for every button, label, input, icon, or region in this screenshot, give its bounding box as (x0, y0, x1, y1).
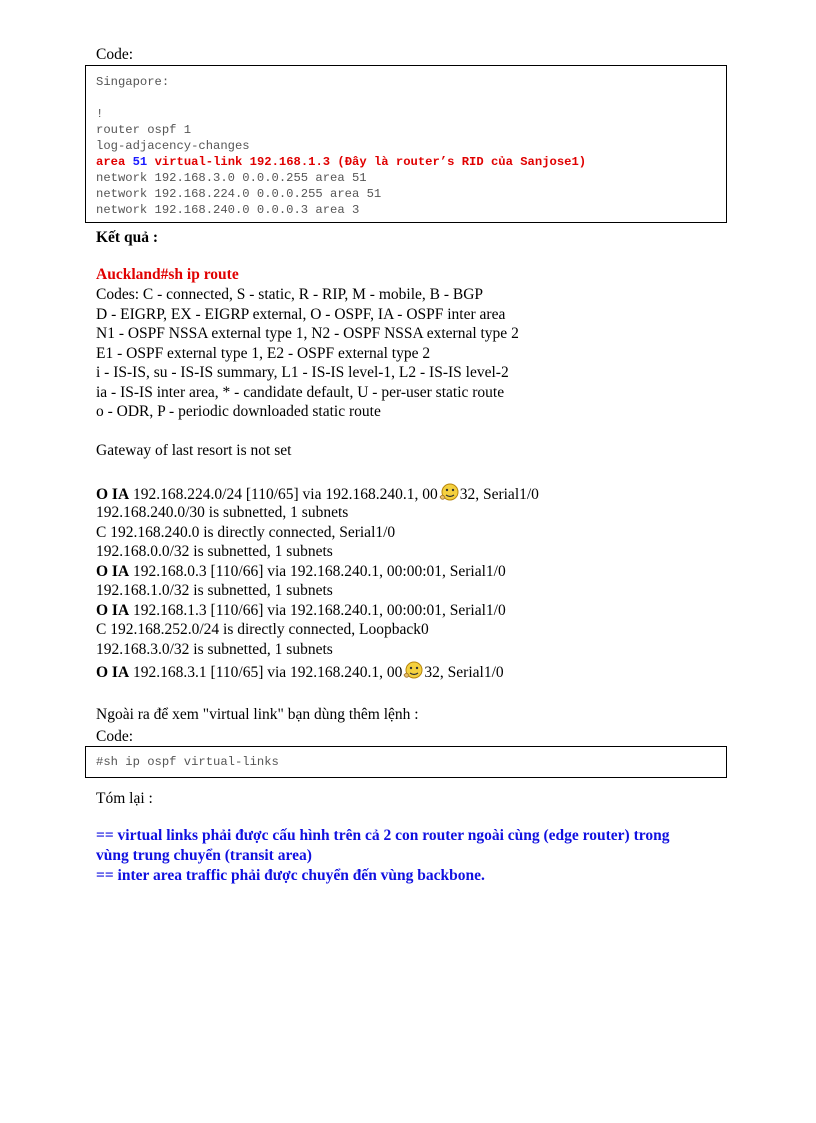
route-line: C 192.168.252.0/24 is directly connected, Loopback0 (96, 621, 429, 638)
code-line: router ospf 1 (96, 123, 192, 137)
route-line (96, 562, 506, 582)
code-line: #sh ip ospf virtual-links (96, 755, 279, 769)
smiley-icon (402, 661, 424, 681)
note-line: Ngoài ra để xem "virtual link" bạn dùng thêm lệnh : (96, 706, 419, 723)
route-line: 192.168.0.0/32 is subnetted, 1 subnets (96, 543, 333, 560)
route-line (96, 483, 539, 505)
code-line: log-adjacency-changes (96, 139, 250, 153)
route-text: 192.168.224.0/24 [110/65] via 192.168.240.1, 00 (129, 486, 438, 503)
area-number: 51 (132, 155, 148, 169)
route-text: 192.168.1.3 [110/66] via 192.168.240.1, 00:00:01, Serial1/0 (129, 601, 506, 619)
route-line (96, 601, 506, 621)
route-code: O IA (96, 601, 130, 619)
code-line: Singapore: (96, 75, 170, 89)
virtual-link-text: virtual-link 192.168.1.3 (Đây là router’s RID của Sanjose1) (154, 155, 587, 169)
route-line: 192.168.3.0/32 is subnetted, 1 subnets (96, 640, 333, 658)
code-line: network 192.168.224.0 0.0.0.255 area 51 (96, 187, 382, 201)
gateway-line: Gateway of last resort is not set (96, 442, 292, 459)
codes-line: o - ODR, P - periodic downloaded static route (96, 403, 381, 420)
command-text: Auckland#sh ip route (96, 266, 239, 283)
route-line (96, 661, 504, 683)
code-block-ospf-config (85, 65, 727, 223)
codes-line: ia - IS-IS inter area, * - candidate default, U - per-user static route (96, 383, 505, 401)
keyword-area: area (96, 155, 126, 169)
summary-label: Tóm lại : (96, 790, 153, 807)
summary-line: vùng trung chuyển (transit area) (96, 847, 312, 864)
route-text: 32, Serial1/0 (459, 486, 539, 503)
route-code: O IA (96, 562, 130, 580)
route-text: 192.168.0.3 [110/66] via 192.168.240.1, 00:00:01, Serial1/0 (129, 562, 506, 580)
smiley-icon (438, 483, 460, 503)
summary-line: == virtual links phải được cấu hình trên cả 2 con router ngoài cùng (edge router) trong (96, 827, 670, 844)
code-line: network 192.168.3.0 0.0.0.255 area 51 (96, 171, 367, 185)
code-line: network 192.168.240.0 0.0.0.3 area 3 (96, 203, 360, 217)
codes-line: D - EIGRP, EX - EIGRP external, O - OSPF, IA - OSPF inter area (96, 305, 506, 323)
codes-line: i - IS-IS, su - IS-IS summary, L1 - IS-IS level-1, L2 - IS-IS level-2 (96, 364, 509, 381)
route-code: O IA (96, 486, 130, 503)
codes-line: E1 - OSPF external type 1, E2 - OSPF external type 2 (96, 344, 431, 362)
code-line-virtual-link (96, 154, 716, 170)
result-heading: Kết quả : (96, 229, 158, 246)
summary-line: == inter area traffic phải được chuyển đến vùng backbone. (96, 867, 485, 884)
code-label: Code: (96, 46, 134, 63)
route-code: O IA (96, 664, 130, 681)
codes-line: Codes: C - connected, S - static, R - RIP, M - mobile, B - BGP (96, 286, 484, 303)
route-text: 192.168.3.1 [110/65] via 192.168.240.1, 00 (129, 664, 403, 681)
route-text: 32, Serial1/0 (424, 664, 504, 681)
code-line: ! (96, 107, 104, 121)
code-label: Code: (96, 728, 134, 745)
code-line (96, 90, 716, 106)
route-line: 192.168.240.0/30 is subnetted, 1 subnets (96, 504, 349, 521)
codes-line: N1 - OSPF NSSA external type 1, N2 - OSPF NSSA external type 2 (96, 325, 519, 342)
code-block-virtual-links (85, 746, 727, 778)
route-line: 192.168.1.0/32 is subnetted, 1 subnets (96, 582, 333, 599)
route-line: C 192.168.240.0 is directly connected, Serial1/0 (96, 523, 396, 541)
